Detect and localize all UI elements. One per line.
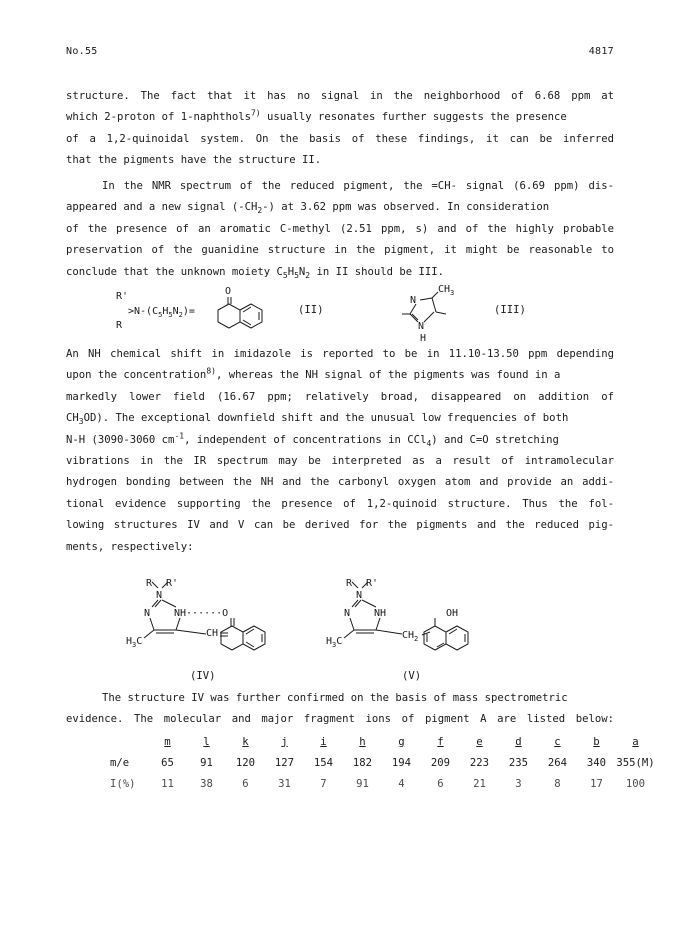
fragment-letter: b [593, 735, 600, 748]
row-label: I(%) [110, 777, 136, 790]
text-line: lowing structures IV and V can be derived for the pigments and the reduced pig- [66, 519, 614, 532]
fragment-letter: m [164, 735, 171, 748]
methyl-group: $H_3C$ [126, 636, 143, 649]
fragment-letter: a [632, 735, 639, 748]
intensity-value: 4 [398, 777, 405, 790]
substituent-r-prime: R' [166, 578, 179, 589]
substituent-r: R [116, 320, 123, 331]
text-line: preservation of the guanidine structure in the pigment, it might be reasonable to [66, 244, 614, 257]
paragraph-1 [66, 86, 614, 172]
fragment-letter: e [476, 735, 483, 748]
substituent-r-prime: R' [366, 578, 379, 589]
mz-value: 91 [200, 756, 213, 769]
paragraph-2 [66, 176, 614, 283]
naphthalene-rings [218, 297, 262, 328]
mz-value: 65 [161, 756, 174, 769]
text-line: tional evidence supporting the presence of 1,2-quinoid structure. Thus the fol- [66, 497, 614, 510]
fragment-letter: g [398, 735, 405, 748]
ring-nitrogen: N [344, 608, 351, 619]
fragment-letter: f [437, 735, 444, 748]
page-number: 4817 [588, 46, 614, 57]
methyl-group: $CH_3$ [438, 284, 455, 297]
text-line: structure. The fact that it has no signal in the neighborhood of 6.68 ppm at [66, 90, 614, 102]
text-line: The structure IV was further confirmed on the basis of mass spectrometric [102, 692, 568, 704]
mz-value: 223 [469, 756, 490, 769]
fragment-letter: k [242, 735, 249, 748]
fragment-letter: d [515, 735, 522, 748]
text-line: evidence. The molecular and major fragment ions of pigment A are listed below: [66, 713, 614, 726]
text-line: vibrations in the IR spectrum may be interpreted as a result of intramolecular [66, 454, 614, 467]
text-line: upon the concentration$^{8)}$, whereas the NH signal of the pigments was found in a [66, 366, 561, 382]
text-line: $CH_3OD$). The exceptional downfield shift and the unusual low frequencies of both [66, 412, 569, 427]
text-line: hydrogen bonding between the NH and the carbonyl oxygen atom and provide an addi- [66, 476, 614, 489]
paragraph-4 [66, 688, 614, 731]
structure-II [112, 284, 282, 336]
substituent-r-prime: R' [116, 291, 129, 302]
mz-value: 154 [313, 756, 334, 769]
nh-hydrogen-bond: NH······O [174, 608, 229, 619]
intensity-value: 6 [242, 777, 249, 790]
fragment-letter: l [203, 735, 210, 748]
intensity-value: 17 [590, 777, 603, 790]
mz-value: 209 [430, 756, 451, 769]
text-line: that the pigments have the structure II. [66, 154, 322, 167]
mass-spectrum-table [110, 731, 655, 794]
text-line: N-H (3090-3060 $cm^{-1}$, independent of concentrations in CCl$_4$) and C=O stretching [66, 431, 559, 448]
structure-III-label: (III) [494, 304, 526, 316]
ring-nitrogen: N [144, 608, 151, 619]
exocyclic-nitrogen: N [356, 590, 363, 601]
structure-V [320, 572, 490, 662]
ring-hydrogen: H [420, 333, 427, 344]
structure-IV-label: (IV) [190, 670, 216, 682]
intensity-value: 8 [554, 777, 561, 790]
text-line: An NH chemical shift in imidazole is reported to be in 11.10-13.50 ppm depending [66, 348, 614, 360]
methine-group: CH [206, 628, 219, 639]
row-label: m/e [110, 756, 130, 769]
text-line: markedly lower field (16.67 ppm; relatively broad, disappeared on addition of [66, 390, 614, 403]
text-line: which 2-proton of 1-naphthols$^{7)}$ usually resonates further suggests the presence [66, 108, 567, 124]
mz-value: 194 [391, 756, 412, 769]
text-line: conclude that the unknown moiety $C_5H_5N_2$ in II should be III. [66, 265, 445, 280]
fragment-letter: c [554, 735, 561, 748]
mz-value: 235 [508, 756, 529, 769]
structure-IV [120, 572, 290, 662]
carbonyl-oxygen: O [225, 286, 232, 297]
mz-value: 264 [547, 756, 568, 769]
intensity-value: 100 [625, 777, 646, 790]
structure-V-label: (V) [402, 670, 422, 682]
intensity-row [110, 773, 655, 794]
intensity-value: 3 [515, 777, 522, 790]
methylene-group: $CH_2$ [402, 630, 419, 643]
text-line: of the presence of an aromatic C-methyl (2.51 ppm, s) and of the highly probable [66, 222, 614, 235]
text-line: appeared and a new signal $(-CH_2-)$ at 3.62 ppm was observed. In consideration [66, 201, 550, 216]
paragraph-3 [66, 344, 614, 558]
substituent-r: R [346, 578, 353, 589]
imidazole-ring [402, 292, 446, 322]
substituent-r: R [146, 578, 153, 589]
mz-value: 127 [274, 756, 295, 769]
mz-value: 355(M) [616, 756, 655, 769]
intensity-value: 91 [356, 777, 369, 790]
mz-value: 120 [235, 756, 256, 769]
mz-row [110, 752, 655, 773]
mz-value: 340 [586, 756, 607, 769]
intensity-value: 31 [278, 777, 291, 790]
text-line: In the NMR spectrum of the reduced pigment, the =CH- signal (6.69 ppm) dis- [102, 180, 614, 192]
text-line: ments, respectively: [66, 540, 194, 553]
ring-nitrogen: N [410, 295, 417, 306]
exocyclic-nitrogen: N [156, 590, 163, 601]
intensity-value: 21 [473, 777, 486, 790]
structure-II-drawing [112, 284, 282, 336]
structure-III-drawing [388, 284, 478, 342]
methyl-group: $H_3C$ [326, 636, 343, 649]
fragment-letter-row [110, 731, 655, 752]
ring-nh: NH [374, 608, 387, 619]
intensity-value: 11 [161, 777, 174, 790]
fragment-letter: i [320, 735, 327, 748]
ring-nitrogen-h: N [418, 321, 425, 332]
fragment-letter: h [359, 735, 366, 748]
journal-issue-number: No.55 [66, 46, 98, 57]
hydroxyl-group: OH [446, 608, 459, 619]
intensity-value: 38 [200, 777, 213, 790]
fragment-letter: j [281, 735, 288, 748]
mz-value: 182 [352, 756, 373, 769]
n-chain-label: $>N-(C_5H_5N_2)=$ [128, 306, 195, 319]
text-line: of a 1,2-quinoidal system. On the basis of these findings, it can be inferred [66, 132, 614, 145]
structure-V-drawing [320, 572, 490, 662]
structure-III [388, 284, 478, 342]
structure-IV-drawing [120, 572, 290, 662]
structure-II-label: (II) [298, 304, 324, 316]
intensity-value: 7 [320, 777, 327, 790]
intensity-value: 6 [437, 777, 444, 790]
